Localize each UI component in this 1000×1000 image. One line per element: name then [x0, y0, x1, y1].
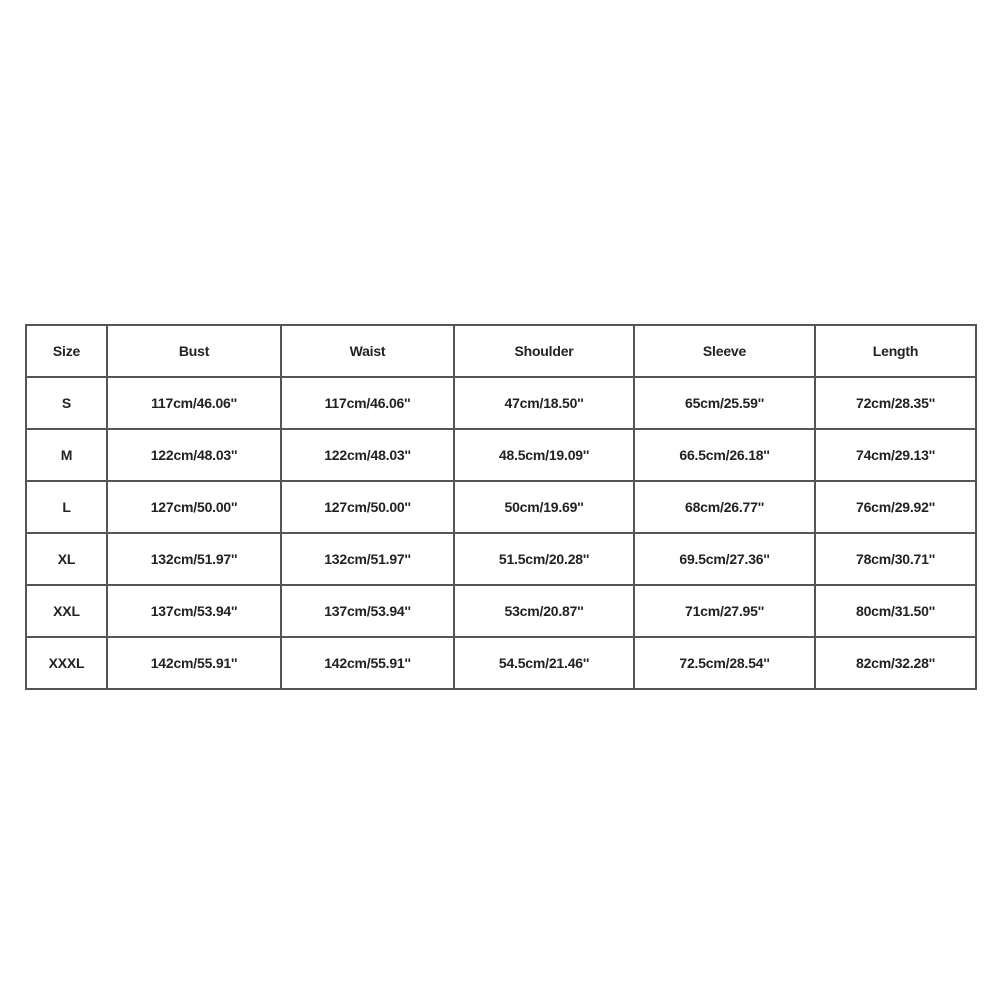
cell-shoulder: 53cm/20.87'' [454, 585, 634, 637]
table-row [26, 585, 976, 637]
cell-length: 80cm/31.50'' [815, 585, 976, 637]
header-shoulder: Shoulder [454, 325, 634, 377]
header-row [26, 325, 976, 377]
header-bust: Bust [107, 325, 281, 377]
cell-waist: 137cm/53.94'' [281, 585, 454, 637]
cell-waist: 127cm/50.00'' [281, 481, 454, 533]
cell-shoulder: 51.5cm/20.28'' [454, 533, 634, 585]
cell-waist: 142cm/55.91'' [281, 637, 454, 689]
cell-bust: 142cm/55.91'' [107, 637, 281, 689]
table-row [26, 377, 976, 429]
cell-size: XXXL [26, 637, 107, 689]
cell-sleeve: 69.5cm/27.36'' [634, 533, 815, 585]
cell-size: M [26, 429, 107, 481]
table-row [26, 637, 976, 689]
cell-length: 78cm/30.71'' [815, 533, 976, 585]
cell-waist: 122cm/48.03'' [281, 429, 454, 481]
header-length: Length [815, 325, 976, 377]
cell-length: 74cm/29.13'' [815, 429, 976, 481]
cell-shoulder: 54.5cm/21.46'' [454, 637, 634, 689]
cell-length: 82cm/32.28'' [815, 637, 976, 689]
header-sleeve: Sleeve [634, 325, 815, 377]
cell-sleeve: 65cm/25.59'' [634, 377, 815, 429]
cell-bust: 122cm/48.03'' [107, 429, 281, 481]
cell-sleeve: 68cm/26.77'' [634, 481, 815, 533]
cell-size: XXL [26, 585, 107, 637]
cell-bust: 127cm/50.00'' [107, 481, 281, 533]
cell-sleeve: 72.5cm/28.54'' [634, 637, 815, 689]
cell-waist: 132cm/51.97'' [281, 533, 454, 585]
cell-sleeve: 66.5cm/26.18'' [634, 429, 815, 481]
cell-shoulder: 48.5cm/19.09'' [454, 429, 634, 481]
cell-size: XL [26, 533, 107, 585]
size-chart-table [25, 324, 977, 690]
cell-size: S [26, 377, 107, 429]
table-row [26, 429, 976, 481]
cell-size: L [26, 481, 107, 533]
cell-bust: 137cm/53.94'' [107, 585, 281, 637]
table-row [26, 481, 976, 533]
cell-shoulder: 47cm/18.50'' [454, 377, 634, 429]
cell-sleeve: 71cm/27.95'' [634, 585, 815, 637]
cell-length: 72cm/28.35'' [815, 377, 976, 429]
header-waist: Waist [281, 325, 454, 377]
cell-length: 76cm/29.92'' [815, 481, 976, 533]
header-size: Size [26, 325, 107, 377]
cell-bust: 132cm/51.97'' [107, 533, 281, 585]
cell-shoulder: 50cm/19.69'' [454, 481, 634, 533]
cell-waist: 117cm/46.06'' [281, 377, 454, 429]
cell-bust: 117cm/46.06'' [107, 377, 281, 429]
table-row [26, 533, 976, 585]
